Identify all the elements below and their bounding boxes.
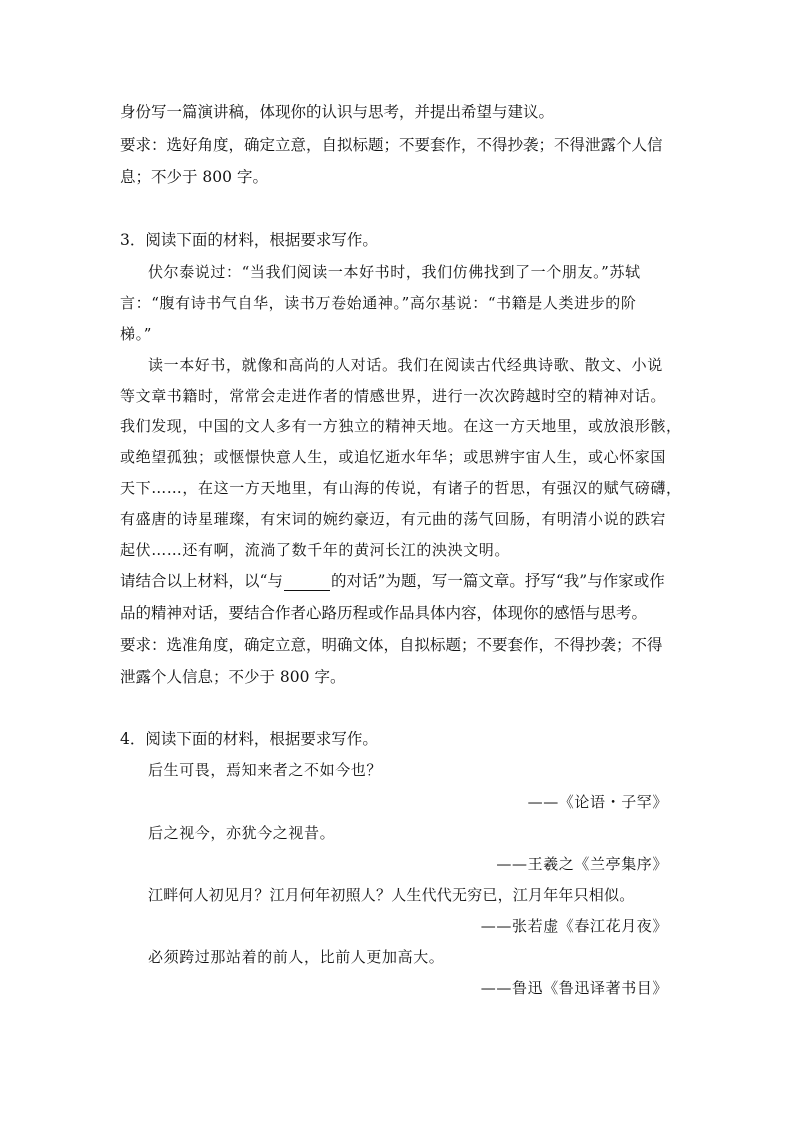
quote-source: ——王羲之《兰亭集序》	[496, 855, 668, 873]
writing-task-line: 品的精神对话，要结合作者心路历程或作品具体内容，体现你的感悟与思考。	[120, 604, 648, 622]
writing-task-line	[120, 571, 680, 591]
requirement-line: 息；不少于 800 字。	[120, 168, 268, 186]
requirement-line: 泄露个人信息；不少于 800 字。	[120, 668, 346, 686]
question-4-heading: 4．阅读下面的材料，根据要求写作。	[120, 730, 378, 748]
quote-text: 江畔何人初见月？江月何年初照人？人生代代无穷已，江月年年只相似。	[148, 886, 635, 904]
material-line: 梯。”	[120, 325, 152, 343]
question-3-heading: 3．阅读下面的材料，根据要求写作。	[120, 231, 378, 249]
task-text-after-blank: 的对话”为题，写一篇文章。抒写“我”与作家或作	[330, 572, 665, 590]
material-line: 或绝望孤独；或惬憬快意人生，或追忆逝水年华；或思辨宇宙人生，或心怀家国	[120, 448, 667, 466]
material-line: 等文章书籍时，常常会走进作者的情感世界，进行一次次跨越时空的精神对话。	[120, 387, 667, 405]
material-line: 伏尔泰说过：“当我们阅读一本好书时，我们仿佛找到了一个朋友。”苏轼	[148, 263, 641, 281]
quote-source: ——张若虚《春江花月夜》	[480, 917, 668, 935]
material-line: 天下……，在这一方天地里，有山海的传说，有诸子的哲思，有强汉的赋气磅礴，	[120, 479, 682, 497]
material-line: 有盛唐的诗星璀璨，有宋词的婉约豪迈，有元曲的荡气回肠，有明清小说的跌宕	[120, 510, 667, 528]
material-line: 读一本好书，就像和高尚的人对话。我们在阅读古代经典诗歌、散文、小说	[148, 356, 663, 374]
title-blank	[284, 575, 330, 591]
material-line: 言：“腹有诗书气自华，读书万卷始通神。”高尔基说：“书籍是人类进步的阶	[120, 294, 637, 312]
requirement-line: 要求：选好角度，确定立意，自拟标题；不要套作，不得抄袭；不得泄露个人信	[120, 136, 663, 154]
task-text-before-blank: 请结合以上材料，以“与	[120, 572, 283, 590]
requirement-line: 要求：选准角度，确定立意，明确文体，自拟标题；不要套作，不得抄袭；不得	[120, 636, 663, 654]
quote-source: ——鲁迅《鲁迅译著书目》	[480, 979, 668, 997]
material-line: 我们发现，中国的文人多有一方独立的精神天地。在这一方天地里，或放浪形骸，	[120, 417, 682, 435]
speech-task-line: 身份写一篇演讲稿，体现你的认识与思考，并提出希望与建议。	[120, 103, 555, 121]
quote-text: 后之视今，亦犹今之视昔。	[148, 824, 336, 842]
quote-text: 必须跨过那站着的前人，比前人更加高大。	[148, 948, 445, 966]
material-line: 起伏……还有啊，流淌了数千年的黄河长江的泱泱文明。	[120, 541, 511, 559]
quote-source: ——《论语・子罕》	[527, 793, 668, 811]
quote-text: 后生可畏，焉知来者之不如今也？	[148, 761, 383, 779]
